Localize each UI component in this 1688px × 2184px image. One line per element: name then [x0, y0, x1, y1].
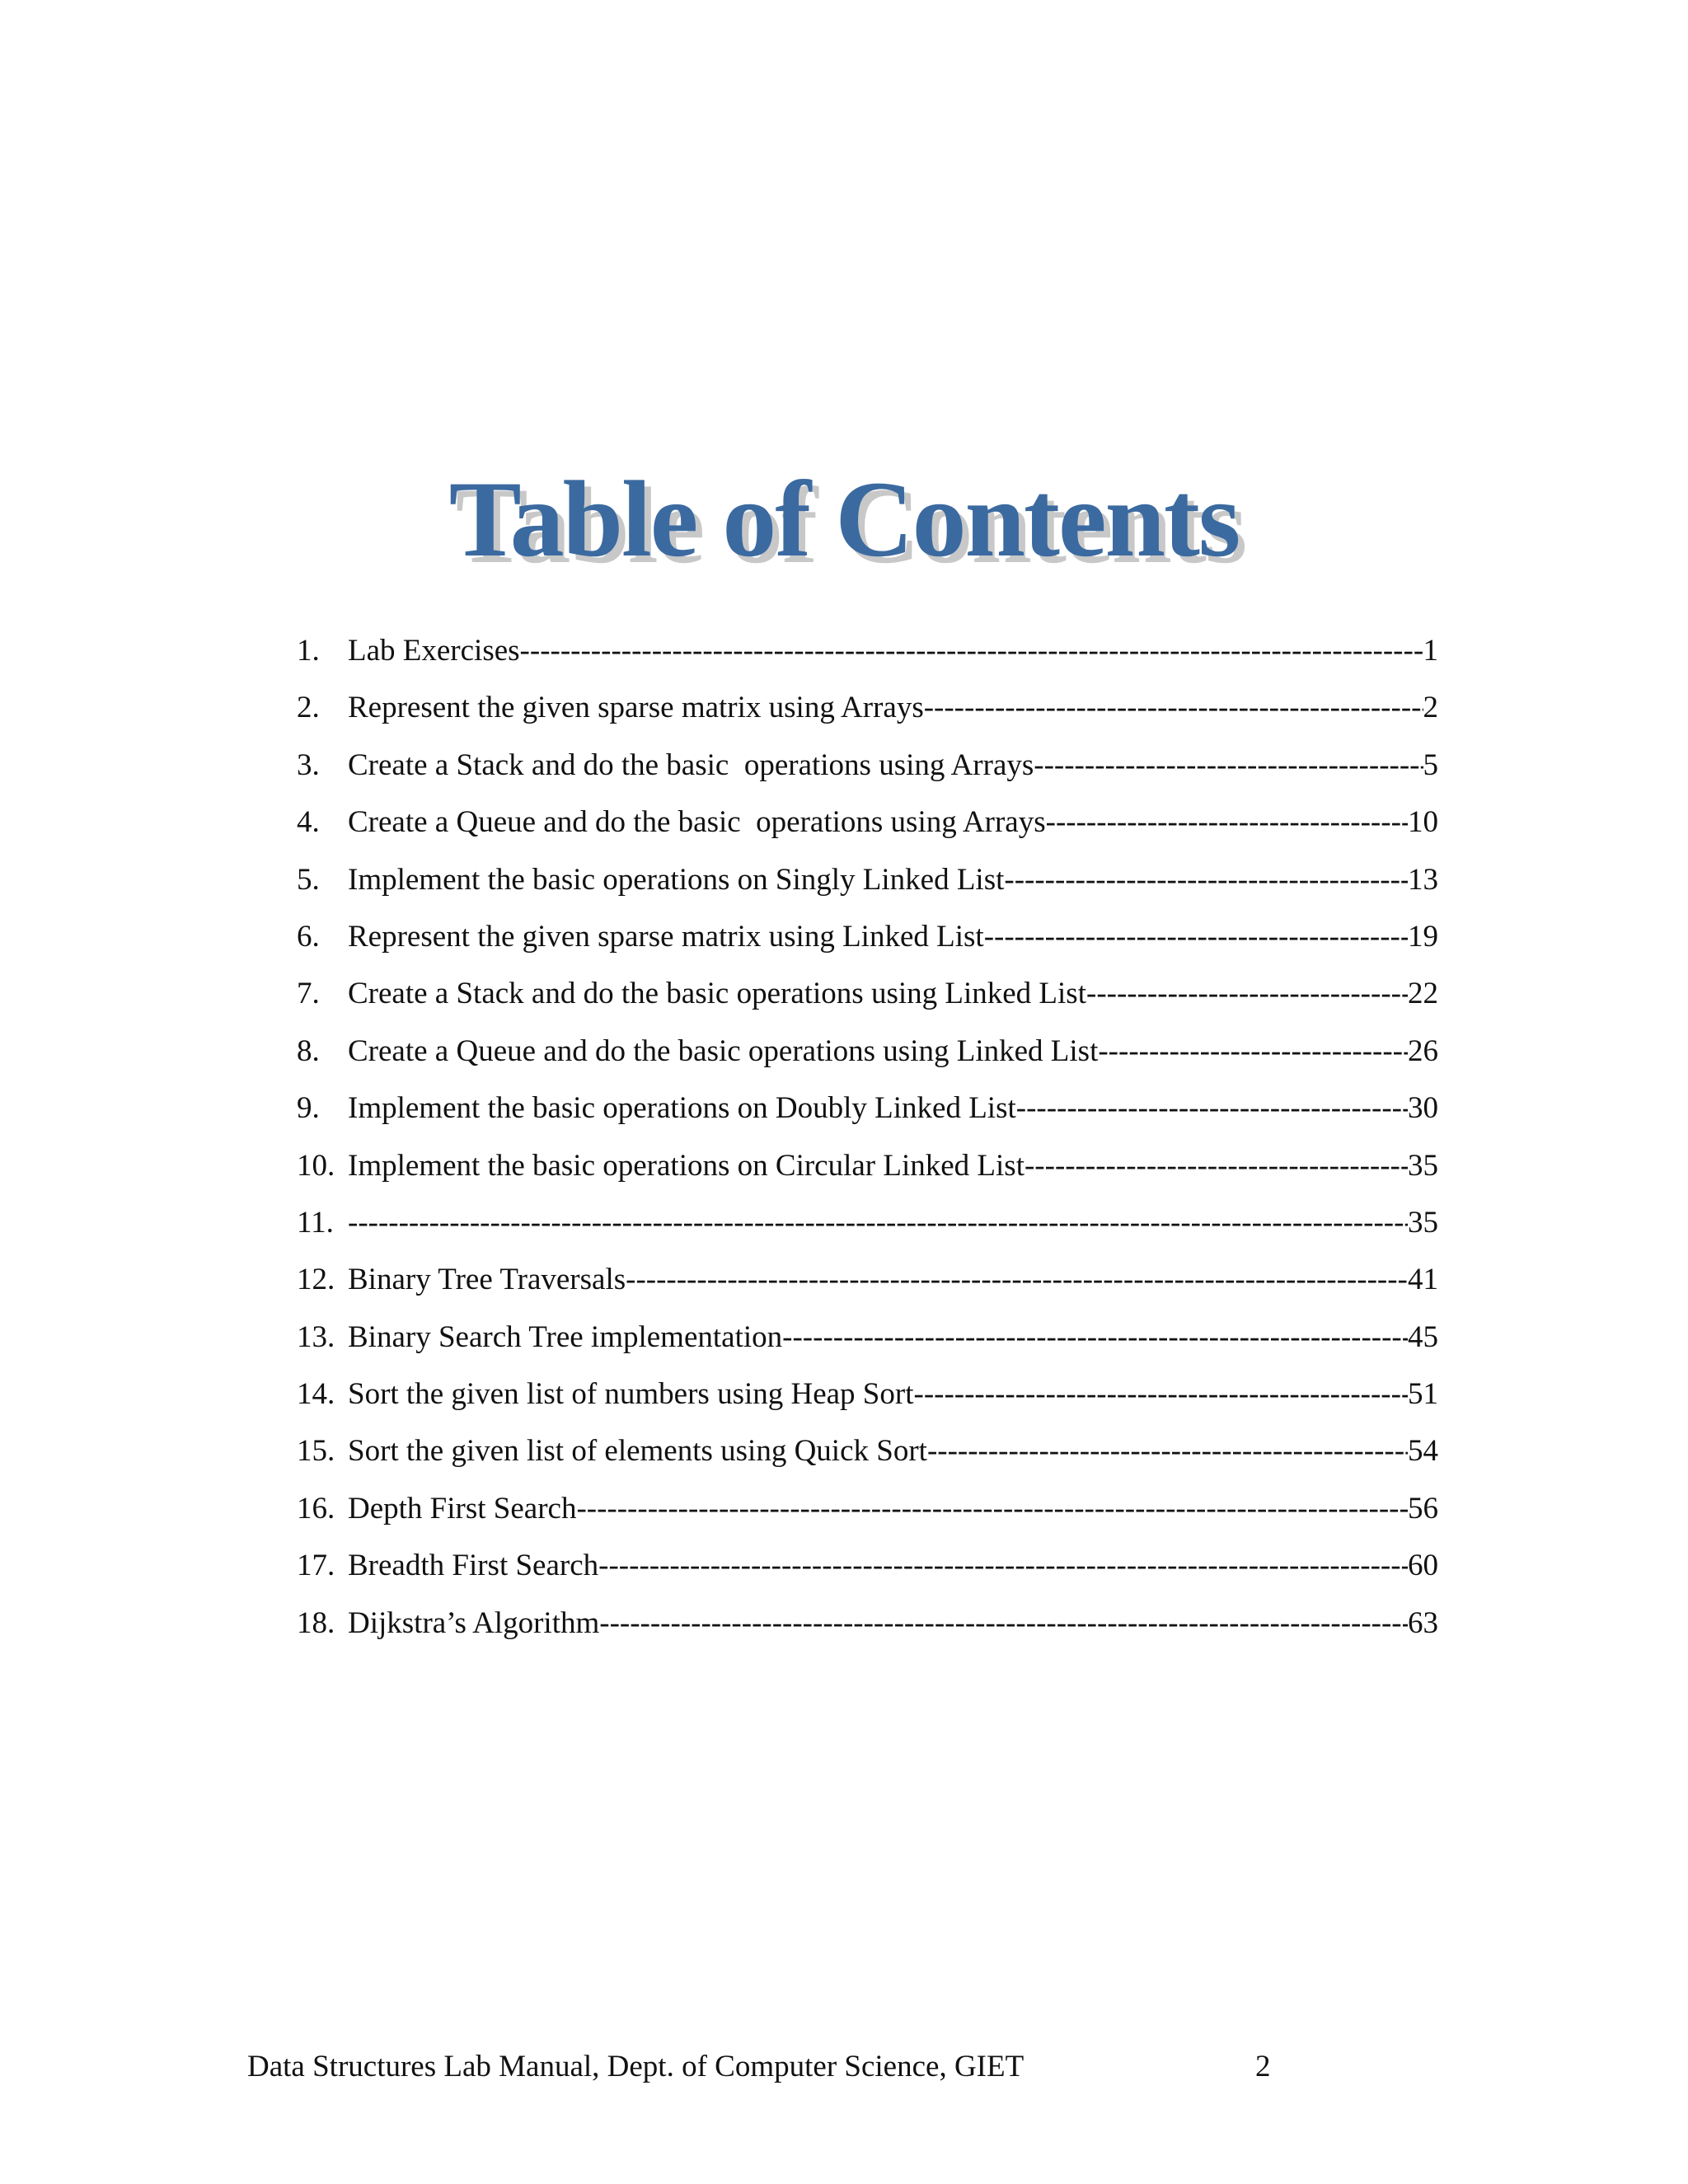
- toc-entry-page: 45: [1408, 1319, 1438, 1354]
- toc-entry-page: 5: [1423, 748, 1438, 782]
- toc-entry-page: 19: [1408, 919, 1438, 954]
- toc-entry-number: 11.: [297, 1205, 334, 1240]
- toc-entry-number: 2.: [297, 691, 320, 725]
- toc-leader: [1016, 1084, 1408, 1133]
- toc-entry-label: Implement the basic operations on Doubly Linked List: [348, 1091, 1016, 1126]
- toc-entry-page: 22: [1408, 977, 1438, 1011]
- toc-entry-number: 18.: [297, 1605, 335, 1640]
- toc-entry: [297, 1599, 1438, 1656]
- toc-entry-number: 3.: [297, 748, 320, 782]
- toc-entry: [297, 969, 1438, 1026]
- toc-entry-label: Binary Search Tree implementation: [348, 1319, 783, 1354]
- toc-leader: [1034, 741, 1423, 790]
- toc-entry: [297, 741, 1438, 798]
- toc-leader: [520, 626, 1423, 676]
- toc-entry-page: 26: [1408, 1033, 1438, 1068]
- toc-entry: [297, 683, 1438, 740]
- toc-entry-page: 41: [1408, 1263, 1438, 1297]
- toc-entry-page: 35: [1408, 1205, 1438, 1240]
- toc-entry-page: 60: [1408, 1549, 1438, 1583]
- toc-entry: [297, 1370, 1438, 1427]
- toc-entry-page: 2: [1423, 691, 1438, 725]
- toc-entry-number: 10.: [297, 1148, 335, 1183]
- toc-leader: [984, 912, 1408, 962]
- toc-entry-page: 10: [1408, 805, 1438, 840]
- toc-title: Table of Contents: [448, 458, 1240, 579]
- toc-entry: [297, 1141, 1438, 1198]
- toc-entry-page: 54: [1408, 1434, 1438, 1469]
- toc-entry-label: Sort the given list of elements using Quick Sort: [348, 1434, 927, 1469]
- toc-leader: [1086, 969, 1408, 1019]
- toc-entry: [297, 912, 1438, 969]
- toc-entry-label: Binary Tree Traversals: [348, 1263, 626, 1297]
- footer-page-number: 2: [1255, 2050, 1271, 2083]
- toc-entry: [297, 1198, 1438, 1255]
- toc-entry-label: Create a Queue and do the basic operations using Linked List: [348, 1033, 1099, 1068]
- toc-entry-label: Depth First Search: [348, 1491, 577, 1526]
- toc-entry: [297, 1084, 1438, 1141]
- toc-entry-page: 56: [1408, 1491, 1438, 1526]
- toc-entry-label: Create a Stack and do the basic operations using Arrays: [348, 748, 1034, 782]
- toc-leader: [576, 1484, 1408, 1534]
- toc-entry-label: Implement the basic operations on Singly Linked List: [348, 862, 1005, 897]
- footer-text: Data Structures Lab Manual, Dept. of Computer Science, GIET: [247, 2050, 1025, 2083]
- toc-entry: [297, 855, 1438, 912]
- toc-entry-number: 16.: [297, 1491, 335, 1526]
- toc-entry-number: 9.: [297, 1091, 320, 1126]
- toc-entry-number: 4.: [297, 805, 320, 840]
- toc-leader: [1025, 1141, 1408, 1191]
- toc-entry-number: 14.: [297, 1377, 335, 1412]
- toc-entry: [297, 1484, 1438, 1541]
- toc-leader: [1004, 855, 1408, 905]
- toc-entry: [297, 1255, 1438, 1312]
- toc-entry: [297, 1313, 1438, 1370]
- toc-entry-label: Sort the given list of numbers using Heap Sort: [348, 1377, 914, 1412]
- toc-entry-number: 7.: [297, 977, 320, 1011]
- toc-entry: [297, 1027, 1438, 1084]
- toc-entry-label: Create a Stack and do the basic operations using Linked List: [348, 977, 1086, 1011]
- toc-entry-number: 8.: [297, 1033, 320, 1068]
- toc-entry-page: 63: [1408, 1605, 1438, 1640]
- toc-entry-page: 35: [1408, 1148, 1438, 1183]
- toc-leader: [1098, 1027, 1408, 1076]
- toc-leader: [598, 1541, 1408, 1591]
- toc-leader: [348, 1198, 1408, 1248]
- toc-entry-label: Create a Queue and do the basic operations using Arrays: [348, 805, 1046, 840]
- toc-entry: [297, 1541, 1438, 1598]
- toc-leader: [626, 1255, 1408, 1305]
- toc-leader: [924, 683, 1423, 733]
- toc-entry-page: 13: [1408, 862, 1438, 897]
- toc-entry-label: Represent the given sparse matrix using Linked List: [348, 919, 984, 954]
- toc-entry-label: Represent the given sparse matrix using Arrays: [348, 691, 924, 725]
- toc-entry-number: 1.: [297, 634, 320, 668]
- toc-list: [297, 626, 1438, 1656]
- toc-entry: [297, 1427, 1438, 1483]
- toc-entry-page: 30: [1408, 1091, 1438, 1126]
- toc-leader: [599, 1599, 1408, 1648]
- toc-entry-number: 13.: [297, 1319, 335, 1354]
- toc-entry-label: Dijkstra’s Algorithm: [348, 1605, 600, 1640]
- toc-entry: [297, 798, 1438, 855]
- toc-entry-number: 17.: [297, 1549, 335, 1583]
- toc-entry-number: 15.: [297, 1434, 335, 1469]
- toc-leader: [914, 1370, 1409, 1419]
- toc-leader: [782, 1313, 1408, 1362]
- toc-entry-page: 1: [1423, 634, 1438, 668]
- toc-entry: [297, 626, 1438, 683]
- toc-entry-number: 12.: [297, 1263, 335, 1297]
- toc-entry-label: Implement the basic operations on Circular Linked List: [348, 1148, 1025, 1183]
- toc-entry-number: 6.: [297, 919, 320, 954]
- toc-leader: [927, 1427, 1408, 1476]
- toc-entry-label: Breadth First Search: [348, 1549, 599, 1583]
- toc-entry-label: Lab Exercises: [348, 634, 520, 668]
- toc-entry-page: 51: [1408, 1377, 1438, 1412]
- toc-leader: [1046, 798, 1408, 847]
- toc-entry-number: 5.: [297, 862, 320, 897]
